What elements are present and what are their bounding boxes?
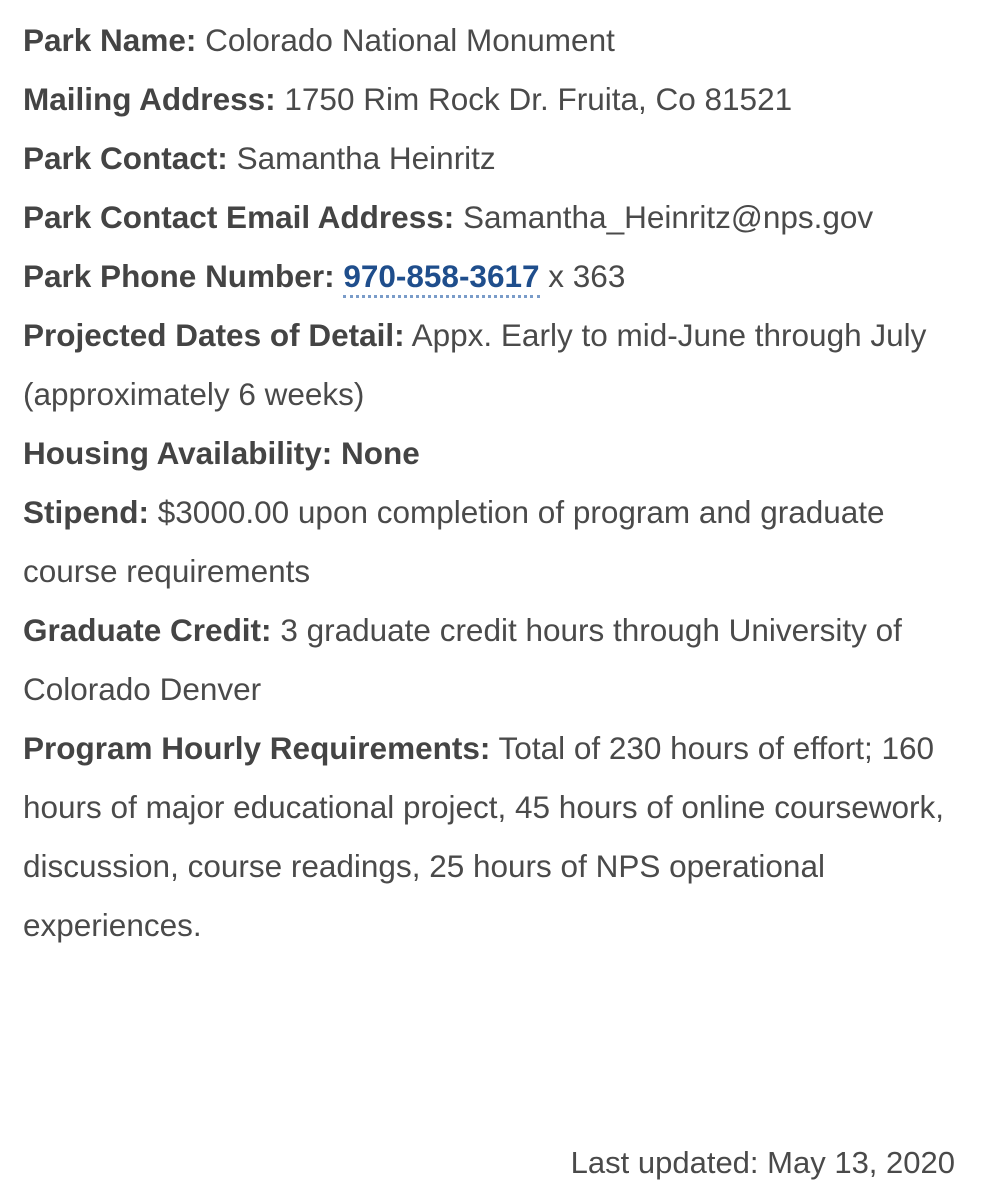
mailing-address-label: Mailing Address: <box>23 81 276 117</box>
park-details <box>23 11 973 955</box>
last-updated: Last updated: May 13, 2020 <box>570 1145 955 1180</box>
park-contact-row <box>23 129 973 188</box>
stipend-row <box>23 483 973 601</box>
park-email-row <box>23 188 973 247</box>
hourly-requirements-row <box>23 719 973 955</box>
housing-value: None <box>340 435 420 471</box>
park-phone-label: Park Phone Number: <box>23 258 335 294</box>
park-contact-value: Samantha Heinritz <box>236 140 496 176</box>
park-email-value: Samantha_Heinritz@nps.gov <box>462 199 874 235</box>
park-contact-label: Park Contact: <box>23 140 228 176</box>
park-name-label: Park Name: <box>23 22 197 58</box>
stipend-label: Stipend: <box>23 494 149 530</box>
housing-row <box>23 424 973 483</box>
park-phone-row <box>23 247 973 306</box>
park-name-row <box>23 11 973 70</box>
projected-dates-label: Projected Dates of Detail: <box>23 317 405 353</box>
projected-dates-value: Appx. Early to mid-June through July (approximately 6 weeks) <box>23 317 927 412</box>
housing-label: Housing Availability: <box>23 435 333 471</box>
graduate-credit-label: Graduate Credit: <box>23 612 272 648</box>
graduate-credit-value: 3 graduate credit hours through University of Colorado Denver <box>23 612 902 707</box>
park-name-value: Colorado National Monument <box>205 22 615 58</box>
graduate-credit-row <box>23 601 973 719</box>
park-email-label: Park Contact Email Address: <box>23 199 455 235</box>
hourly-requirements-label: Program Hourly Requirements: <box>23 730 491 766</box>
mailing-address-value: 1750 Rim Rock Dr. Fruita, Co 81521 <box>284 81 793 117</box>
projected-dates-row <box>23 306 973 424</box>
stipend-value: $3000.00 upon completion of program and graduate course requirements <box>23 494 885 589</box>
hourly-requirements-value: Total of 230 hours of effort; 160 hours of major educational project, 45 hours of online coursework, discussion, course readings, 25 hours of NPS operational experiences. <box>23 730 945 943</box>
phone-number-link[interactable]: 970-858-3617 <box>343 258 539 298</box>
phone-extension: x 363 <box>548 258 626 294</box>
mailing-address-row <box>23 70 973 129</box>
